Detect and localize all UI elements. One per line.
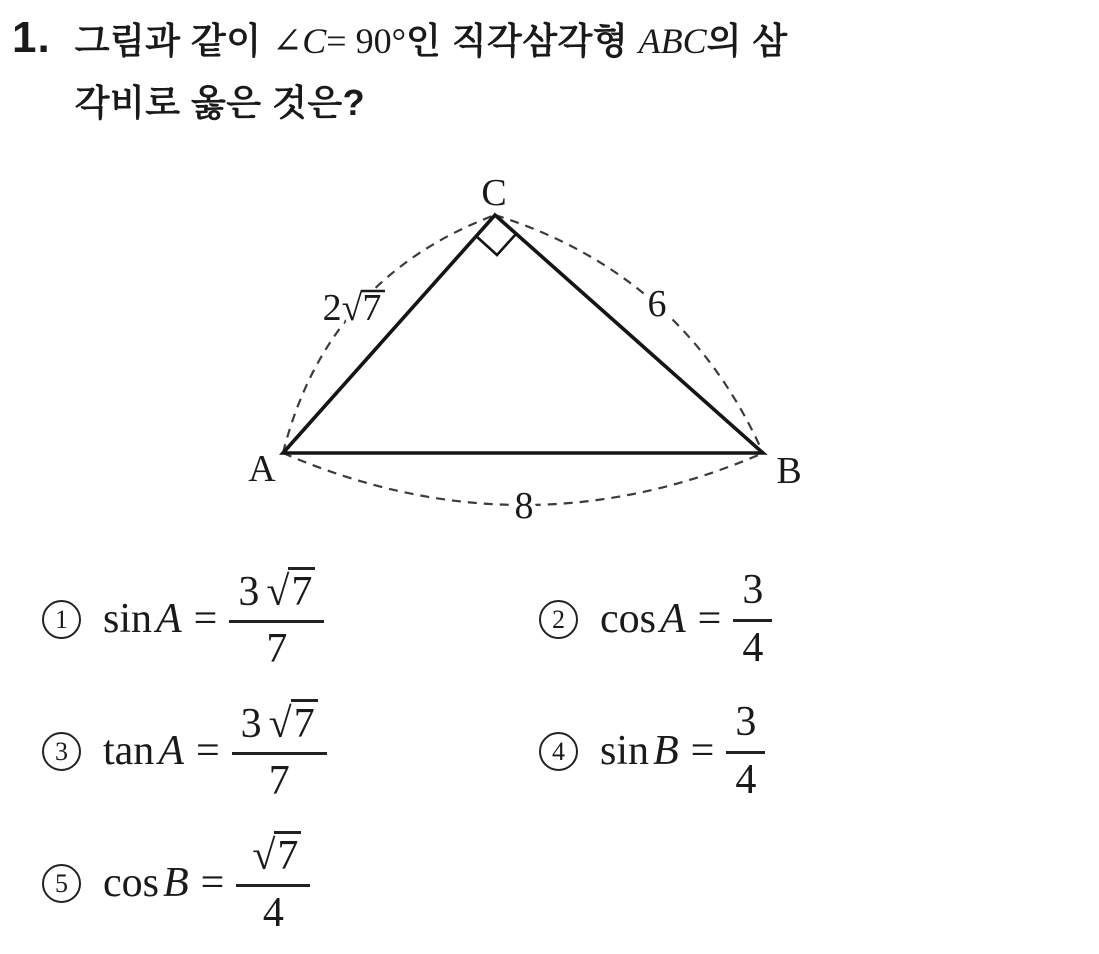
question-text-segment: 의 삼: [706, 20, 788, 61]
choice-5-marker: 5: [42, 864, 81, 903]
choices-row-1: [42, 558, 1077, 680]
triangle-abc: [283, 215, 763, 453]
trig-function: cos: [600, 596, 656, 642]
choices-row-2: [42, 690, 1077, 812]
trig-function: sin: [600, 728, 650, 774]
choice-3-marker: 3: [42, 732, 81, 771]
fraction-numerator: [236, 830, 310, 887]
radicand: 7: [291, 699, 318, 747]
equals-sign: =: [195, 728, 220, 774]
choice-2-marker: 2: [539, 600, 578, 639]
choice-5-expression: [103, 830, 310, 937]
vertex-c-reference: C: [302, 21, 327, 61]
question-header: [12, 10, 1087, 134]
side-label-ac: 2√7: [322, 287, 382, 329]
answer-choices: [42, 558, 1077, 954]
fraction-numerator: [726, 699, 765, 753]
radicand: 7: [274, 831, 301, 879]
choice-1-marker: 1: [42, 600, 81, 639]
equals-sign: =: [193, 596, 218, 642]
choice-2: [539, 567, 772, 671]
side-label-cb: 6: [647, 283, 667, 325]
trig-function: cos: [103, 860, 159, 906]
choice-3: [42, 698, 539, 805]
choice-5: [42, 830, 539, 937]
fraction-numerator: [232, 698, 327, 755]
fraction: [726, 699, 765, 803]
fraction-denominator: 4: [742, 624, 764, 671]
fraction-denominator: 7: [268, 758, 290, 804]
side-label-ab: 8: [514, 485, 534, 527]
question-line-1: [75, 10, 788, 72]
equals-sign: =: [690, 728, 715, 774]
choices-row-3: [42, 822, 1077, 944]
vertex-label-c: C: [481, 172, 507, 214]
numerator-coefficient: 3: [742, 567, 764, 614]
radicand: 7: [288, 567, 315, 615]
radical-sign: √: [268, 700, 292, 747]
angle-variable: B: [653, 728, 679, 774]
angle-variable: A: [158, 728, 184, 774]
equals-sign: =: [200, 860, 225, 906]
question-text: [75, 10, 788, 134]
choice-2-expression: [600, 567, 772, 671]
vertex-label-a: A: [248, 448, 276, 490]
fraction-denominator: 4: [735, 756, 757, 803]
choice-3-expression: [103, 698, 327, 805]
trig-function: tan: [103, 728, 155, 774]
question-text-segment: 그림과 같이: [74, 20, 273, 61]
fraction-numerator: [229, 566, 324, 623]
question-text-segment: 각비로 옳은 것은?: [74, 82, 366, 123]
numerator-coefficient: 3: [735, 699, 757, 746]
choice-4-marker: 4: [539, 732, 578, 771]
angle-variable: A: [660, 596, 686, 642]
choice-4-expression: [600, 699, 765, 803]
right-angle-mark: [476, 234, 516, 255]
angle-value: = 90°: [326, 21, 406, 61]
question-text-segment: 인 직각삼각형: [405, 20, 639, 61]
fraction: [236, 830, 310, 937]
fraction-denominator: 4: [262, 890, 284, 936]
fraction: [229, 566, 324, 673]
angle-variable: B: [163, 860, 189, 906]
radical-sign: √: [266, 568, 290, 615]
trig-function: sin: [103, 596, 153, 642]
fraction-numerator: [733, 567, 772, 621]
numerator-coefficient: 3: [240, 700, 262, 747]
angle-symbol: ∠: [272, 21, 303, 61]
question-line-2: [75, 72, 788, 134]
choice-1-expression: [103, 566, 324, 673]
equals-sign: =: [697, 596, 722, 642]
fraction: [232, 698, 327, 805]
question-number: 1.: [12, 13, 51, 62]
triangle-figure: [0, 160, 1099, 555]
numerator-coefficient: 3: [238, 568, 260, 615]
triangle-name: ABC: [638, 21, 707, 61]
angle-variable: A: [156, 596, 182, 642]
fraction-denominator: 7: [266, 626, 288, 672]
choice-4: [539, 699, 765, 803]
choice-1: [42, 566, 539, 673]
fraction: [733, 567, 772, 671]
vertex-label-b: B: [776, 450, 802, 492]
radical-sign: √: [252, 832, 276, 879]
